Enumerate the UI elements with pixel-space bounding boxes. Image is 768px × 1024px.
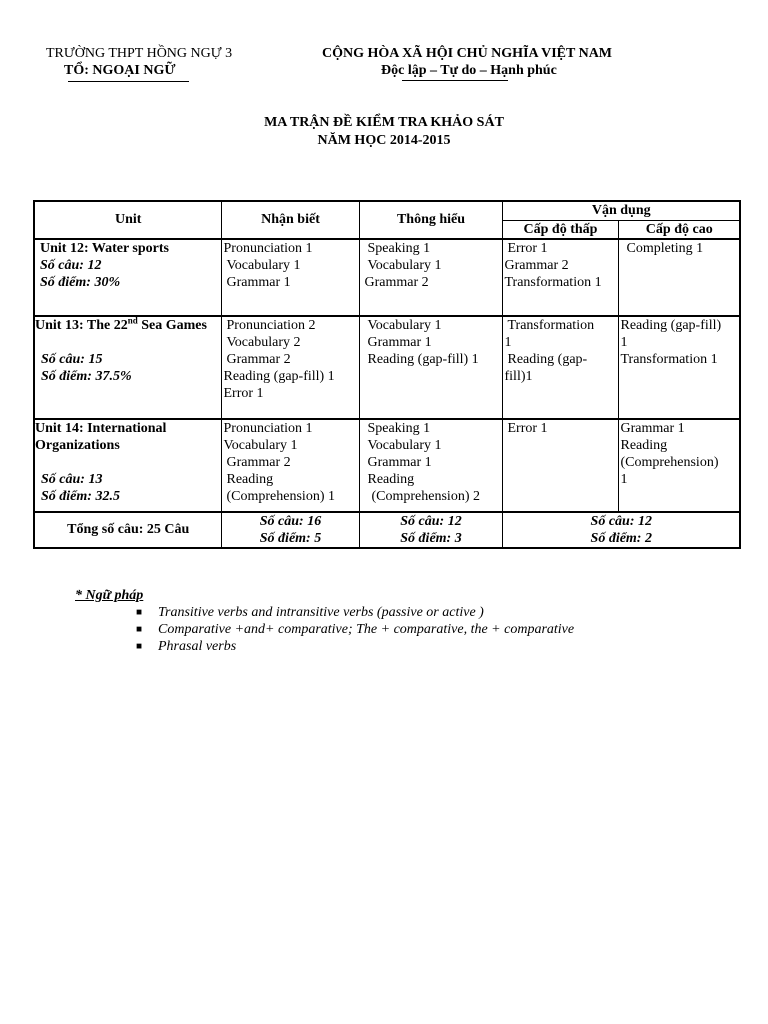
school-name: TRƯỜNG THPT HỒNG NGỰ 3 [46, 46, 233, 61]
comprehension-cell [359, 316, 502, 419]
square-bullet-icon: ■ [136, 607, 143, 618]
point-weight: Số điểm: 37.5% [41, 368, 132, 384]
list-item: Grammar 2 [504, 257, 569, 273]
total-application [502, 512, 740, 548]
grammar-notes-title: * Ngữ pháp [75, 588, 144, 603]
low-level-cell [502, 316, 618, 419]
header-low-level: Cấp độ thấp [502, 220, 618, 239]
unit-title-continued: Organizations [35, 437, 120, 453]
total-comprehension-questions: Số câu: 12 [400, 513, 462, 529]
header-application: Vận dụng [502, 201, 740, 220]
point-weight: Số điểm: 32.5 [41, 488, 120, 504]
recognition-cell [221, 239, 359, 316]
list-item: ■ Comparative +and+ comparative; The + comparative, the + comparative [136, 622, 575, 637]
total-label: Tổng số câu: 25 Câu [34, 512, 221, 548]
list-item: Vocabulary 1 [367, 437, 442, 453]
list-item: Transformation 1 [504, 274, 602, 290]
table-row [34, 239, 740, 316]
list-item: Reading (gap- [507, 351, 588, 367]
list-item: Pronunciation 2 [226, 317, 316, 333]
unit-title: Unit 14: International [35, 420, 167, 436]
list-item: Transformation 1 [620, 351, 718, 367]
list-item: (Comprehension) 2 [371, 488, 480, 504]
question-count: Số câu: 13 [41, 471, 103, 487]
square-bullet-icon: ■ [136, 624, 143, 635]
list-item: Vocabulary 1 [223, 437, 298, 453]
header-high-level: Cấp độ cao [618, 220, 740, 239]
grammar-notes-list [133, 604, 574, 655]
list-item: 1 [620, 334, 628, 350]
list-item: Grammar 1 [226, 274, 291, 290]
header-recognition: Nhận biết [221, 201, 359, 239]
list-item: ■ Phrasal verbs [136, 639, 237, 654]
unit-title: Unit 13: The 22nd Sea Games [35, 314, 207, 333]
total-application-questions: Số câu: 12 [590, 513, 652, 529]
list-item: ■ Transitive verbs and intransitive verbs (passive or active ) [136, 605, 484, 620]
total-comprehension-points: Số điểm: 3 [400, 530, 462, 546]
list-item: (Comprehension) 1 [226, 488, 335, 504]
document-title: MA TRẬN ĐỀ KIỂM TRA KHẢO SÁT [264, 115, 504, 130]
list-item: Reading (gap-fill) 1 [367, 351, 479, 367]
square-bullet-icon: ■ [136, 641, 143, 652]
list-item: Vocabulary 1 [367, 257, 442, 273]
list-item: Speaking 1 [367, 240, 431, 256]
list-item: Reading (gap-fill) 1 [223, 368, 335, 384]
list-item: Grammar 2 [226, 351, 291, 367]
list-item: (Comprehension) [620, 454, 719, 470]
list-item: 1 [620, 471, 628, 487]
comprehension-cell [359, 239, 502, 316]
point-weight: Số điểm: 30% [40, 274, 121, 290]
list-item: Transformation [507, 317, 595, 333]
unit-cell [34, 239, 221, 316]
list-item: Error 1 [223, 385, 264, 401]
national-motto: Độc lập – Tự do – Hạnh phúc [381, 63, 557, 78]
total-comprehension [359, 512, 502, 548]
exam-matrix-table [33, 200, 741, 549]
list-item: Reading [367, 471, 415, 487]
list-item: Vocabulary 1 [367, 317, 442, 333]
list-item: Error 1 [507, 240, 548, 256]
list-item: Vocabulary 1 [226, 257, 301, 273]
list-item: Grammar 2 [226, 454, 291, 470]
department-name: TỔ: NGOẠI NGỮ [64, 63, 176, 78]
high-level-cell [618, 419, 740, 512]
list-item: Reading [620, 437, 668, 453]
comprehension-cell [359, 419, 502, 512]
list-item: Grammar 1 [367, 334, 432, 350]
total-row [34, 512, 740, 548]
list-item: Pronunciation 1 [223, 420, 313, 436]
unit-title: Unit 12: Water sports [40, 240, 169, 256]
list-item: 1 [504, 334, 512, 350]
list-item: Speaking 1 [367, 420, 431, 436]
low-level-cell [502, 419, 618, 512]
list-item: Error 1 [507, 420, 548, 436]
table-row [34, 316, 740, 419]
low-level-cell [502, 239, 618, 316]
list-item: Grammar 1 [620, 420, 685, 436]
list-item: fill)1 [504, 368, 533, 384]
total-recognition-points: Số điểm: 5 [259, 530, 322, 546]
total-recognition [221, 512, 359, 548]
total-application-points: Số điểm: 2 [590, 530, 652, 546]
list-item: Pronunciation 1 [223, 240, 313, 256]
department-underline [68, 81, 189, 82]
unit-cell [34, 419, 221, 512]
header-row [34, 201, 740, 220]
recognition-cell [221, 419, 359, 512]
list-item: Grammar 2 [364, 274, 429, 290]
unit-cell [34, 316, 221, 419]
list-item: Reading [226, 471, 274, 487]
question-count: Số câu: 15 [41, 351, 103, 367]
list-item: Vocabulary 2 [226, 334, 301, 350]
recognition-cell [221, 316, 359, 419]
header-comprehension: Thông hiểu [359, 201, 502, 239]
school-year: NĂM HỌC 2014-2015 [317, 133, 451, 148]
motto-underline [402, 80, 508, 81]
high-level-cell [618, 316, 740, 419]
high-level-cell [618, 239, 740, 316]
nation-title: CỘNG HÒA XÃ HỘI CHỦ NGHĨA VIỆT NAM [322, 46, 613, 61]
total-recognition-questions: Số câu: 16 [259, 513, 322, 529]
header-unit: Unit [34, 201, 221, 239]
question-count: Số câu: 12 [40, 257, 102, 273]
table-row [34, 419, 740, 512]
list-item: Grammar 1 [367, 454, 432, 470]
list-item: Completing 1 [626, 240, 704, 256]
list-item: Reading (gap-fill) [620, 317, 722, 333]
